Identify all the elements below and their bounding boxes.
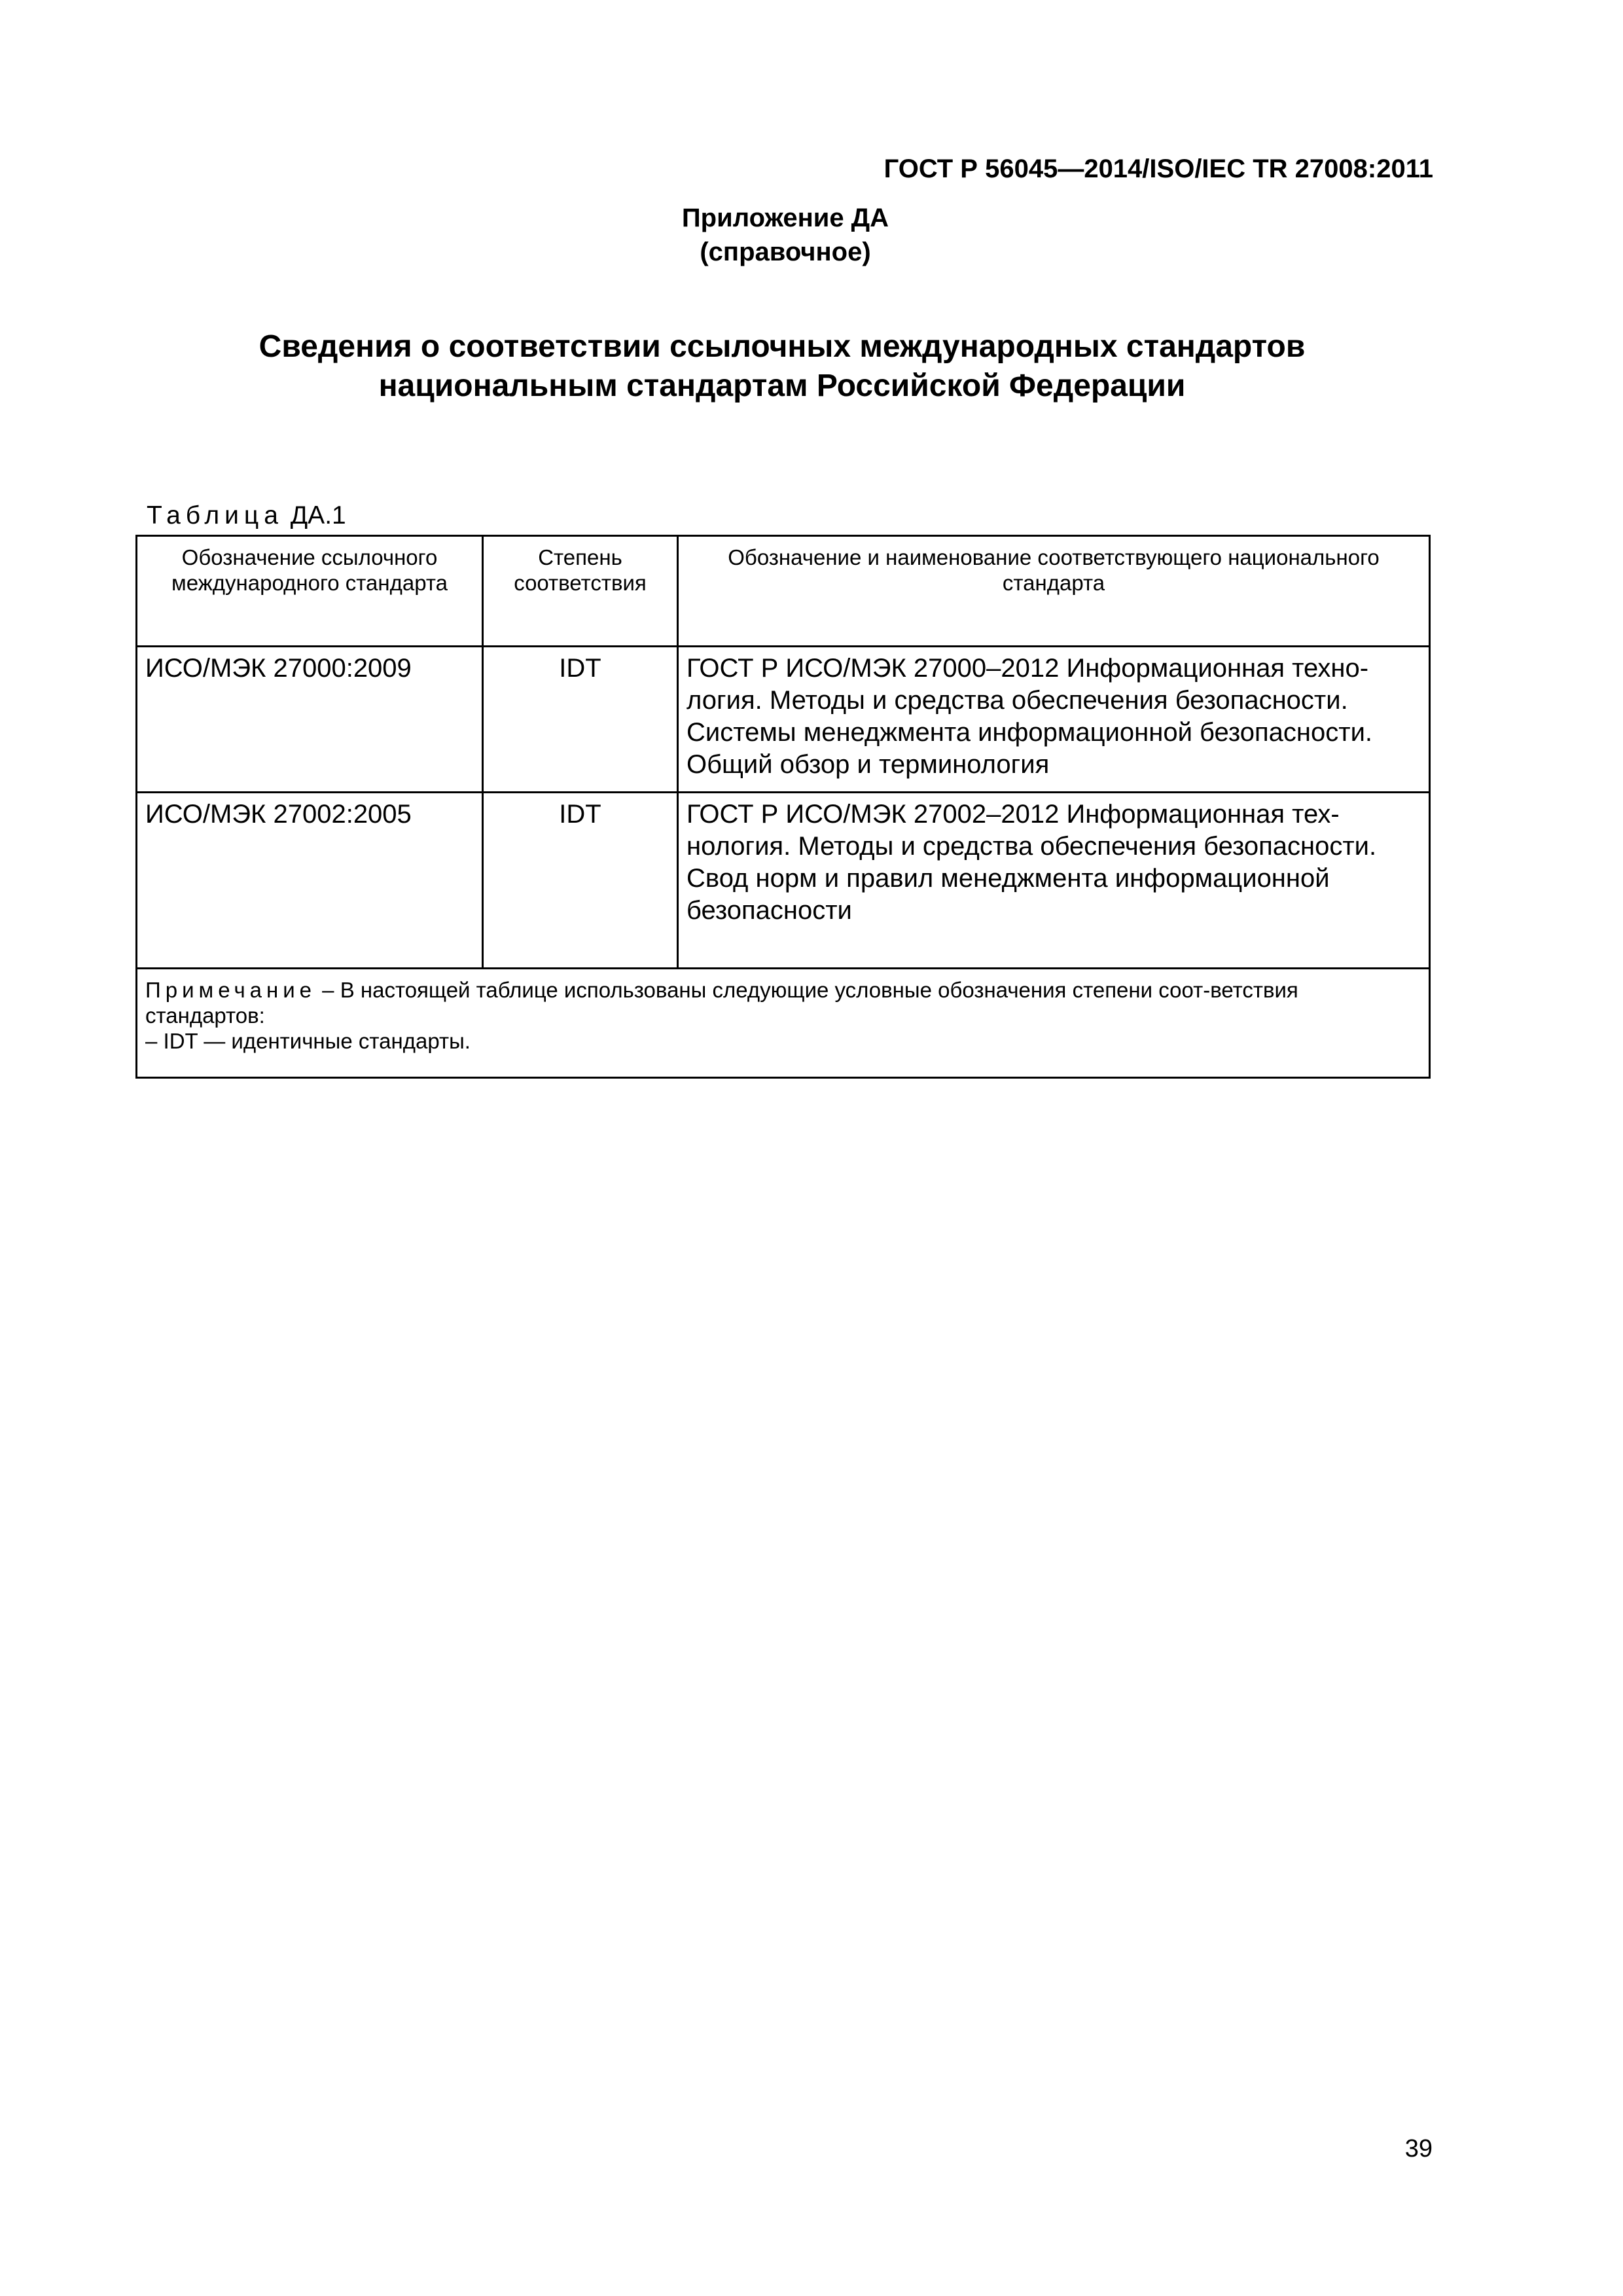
document-code: ГОСТ Р 56045—2014/ISO/IEC TR 27008:2011: [883, 154, 1433, 183]
header-intl-standard: Обозначение ссылочного международного стандарта: [137, 536, 483, 647]
table-header-row: [137, 536, 1430, 647]
standards-correspondence-table: [135, 535, 1431, 1079]
page-number: 39: [1404, 2135, 1433, 2162]
section-title: [131, 327, 1433, 406]
appendix-type: (справочное): [700, 238, 871, 266]
section-title-line-1: Сведения о соответствии ссылочных международных стандартов: [259, 329, 1306, 364]
note-text: – В настоящей таблице использованы следующие условные обозначения степени соот-ветствия стандартов:: [145, 978, 1298, 1028]
table-note: [137, 969, 1430, 1078]
appendix-heading: [628, 201, 942, 269]
cell-national-standard: ГОСТ Р ИСО/МЭК 27002–2012 Информационная тех-нология. Методы и средства обеспечения безопасности. Свод норм и правил менеджмента информационной безопасности: [678, 793, 1430, 969]
cell-intl-standard: ИСО/МЭК 27000:2009: [137, 647, 483, 793]
table-row: [137, 793, 1430, 969]
appendix-title: Приложение ДА: [681, 204, 889, 232]
table-caption-number: ДА.1: [290, 501, 346, 529]
cell-degree: IDT: [483, 793, 678, 969]
cell-national-standard: ГОСТ Р ИСО/МЭК 27000–2012 Информационная техно-логия. Методы и средства обеспечения безопасности. Системы менеджмента информационной безопасности. Общий обзор и терминология: [678, 647, 1430, 793]
header-national-standard: Обозначение и наименование соответствующего национального стандарта: [678, 536, 1430, 647]
cell-intl-standard: ИСО/МЭК 27002:2005: [137, 793, 483, 969]
cell-degree: IDT: [483, 647, 678, 793]
note-label: Примечание: [145, 978, 317, 1002]
note-item: – IDT — идентичные стандарты.: [145, 1029, 471, 1053]
table-note-row: [137, 969, 1430, 1078]
table-caption-word: Таблица: [147, 501, 283, 529]
section-title-line-2: национальным стандартам Российской Федерации: [378, 368, 1186, 403]
header-degree: Степень соответствия: [483, 536, 678, 647]
table-caption: [147, 501, 346, 530]
table-row: [137, 647, 1430, 793]
